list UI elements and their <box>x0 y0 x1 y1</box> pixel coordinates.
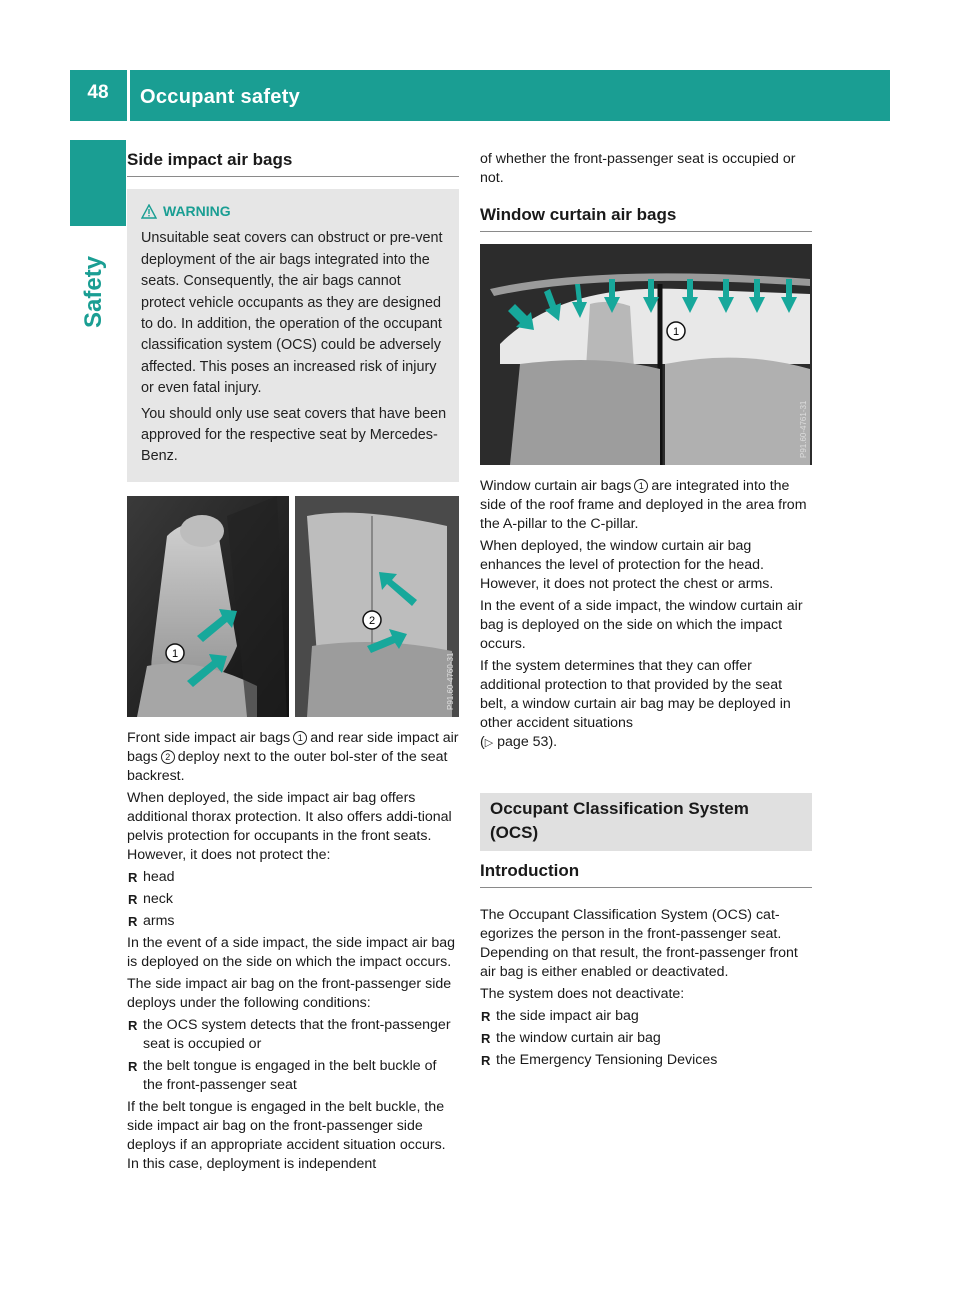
header-separator <box>127 70 130 121</box>
marker-2-icon: 2 <box>161 750 175 764</box>
figure-side-airbags <box>127 496 459 717</box>
section-title-window-curtain: Window curtain air bags <box>480 205 812 232</box>
bullet-r-icon: R <box>128 891 138 907</box>
bullet-r-icon: R <box>481 1031 491 1046</box>
chapter-title: Occupant safety <box>140 86 301 108</box>
warning-triangle-icon <box>141 204 157 219</box>
bullet-r-icon: R <box>128 913 138 929</box>
list-item: R head <box>128 868 175 885</box>
section-title-side-impact: Side impact air bags <box>127 150 459 177</box>
warning-header <box>141 201 447 222</box>
list-item: R the window curtain air bag <box>481 1030 661 1046</box>
warning-text-2: You should only use seat covers that have been approved for the respective seat by Mercedes-Benz. <box>141 405 447 465</box>
warning-label: WARNING <box>163 203 231 219</box>
right-para-1: Window curtain air bags 1 are integrated into the side of the roof frame and deployed in the area from the A-pillar to the C-pillar. <box>480 478 807 532</box>
curtain-illustration <box>480 244 812 465</box>
seat-illustration <box>127 496 459 717</box>
figure-marker-1: 1 <box>672 326 680 338</box>
left-column <box>127 150 459 1177</box>
bullet-list-not-deactivated <box>480 1007 812 1070</box>
side-tab-label: Safety <box>80 255 107 328</box>
section-title-introduction: Introduction <box>480 861 812 888</box>
page-reference-link[interactable]: page 53). <box>497 734 558 750</box>
list-item: R the side impact air bag <box>481 1008 639 1024</box>
figure-code: P91.60-4760-31 <box>446 652 455 710</box>
right-para-4: If the system determines that they can offer additional protection to that provided by the seat belt, a window curtain air bag may be deployed in other accident situations (▷ page 53). <box>480 658 791 750</box>
left-para-1: Front side impact air bags 1 and rear side impact air bags 2 deploy next to the outer bol-ster of the seat backrest. <box>127 729 459 784</box>
bullet-list-not-protected <box>127 868 459 931</box>
right-para-5: The Occupant Classification System (OCS) cat-egorizes the person in the front-passenger seat. Depending on that result, the front-passenger front air bag is either enabled or deactivated. <box>480 907 798 980</box>
left-para-2: When deployed, the side impact air bag offers additional thorax protection. It also offers addi-tional pelvis protection for occupants in the front seats. However, it does not protect the: <box>127 789 452 863</box>
right-column <box>480 150 812 1073</box>
bullet-r-icon: R <box>481 1009 491 1024</box>
marker-1-icon: 1 <box>293 731 307 745</box>
page-ref-arrow-icon: ▷ <box>484 737 494 749</box>
list-item: R arms <box>128 912 175 929</box>
bullet-r-icon: R <box>128 1017 138 1033</box>
bullet-r-icon: R <box>128 869 138 885</box>
ocs-title-line-2: (OCS) <box>490 823 539 842</box>
warning-box <box>127 189 459 482</box>
bullet-list-conditions <box>127 1016 459 1095</box>
list-item: R the belt tongue is engaged in the belt buckle of the front-passenger seat <box>128 1057 437 1093</box>
bullet-r-icon: R <box>128 1058 138 1074</box>
left-para-4: The side impact air bag on the front-passenger side deploys under the following conditions: <box>127 975 452 1011</box>
ocs-title-line-1: Occupant Classification System <box>490 799 749 818</box>
left-para-3: In the event of a side impact, the side impact air bag is deployed on the side on which the impact occurs. <box>127 934 456 970</box>
right-para-3: In the event of a side impact, the window curtain air bag is deployed on the side on which the impact occurs. <box>480 598 803 652</box>
bullet-r-icon: R <box>481 1053 491 1068</box>
right-continuation: of whether the front-passenger seat is occupied or not. <box>480 151 796 186</box>
list-item: R neck <box>128 890 173 907</box>
figure-code: P91.60-4761-31 <box>799 400 808 458</box>
list-item: R the Emergency Tensioning Devices <box>481 1052 718 1068</box>
right-para-2: When deployed, the window curtain air bag enhances the level of protection for the head. However, it does not protect the chest or arms. <box>480 538 774 592</box>
right-para-6: The system does not deactivate: <box>480 986 685 1002</box>
figure-marker-2: 2 <box>368 614 376 627</box>
left-para-5: If the belt tongue is engaged in the belt buckle, the side impact air bag on the front-passenger side deploys if an appropriate accident situation occurs. In this case, deployment is independent <box>127 1098 446 1172</box>
warning-text-1: Unsuitable seat covers can obstruct or pre-vent deployment of the air bags integrated into the seats. Consequently, the air bags cannot protect vehicle occupants as they are designed to do. In addition, the operation of the occupant classification system (OCS) could be adversely affected. This poses an increased risk of injury or even fatal injury. <box>141 230 443 397</box>
page-number: 48 <box>87 82 109 103</box>
marker-1-icon: 1 <box>634 479 648 493</box>
ocs-heading-box <box>480 793 812 851</box>
side-tab-block <box>70 140 126 226</box>
list-item: R the OCS system detects that the front-passenger seat is occupied or <box>128 1016 451 1052</box>
figure-window-curtain <box>480 244 812 465</box>
figure-marker-1: 1 <box>171 647 179 660</box>
